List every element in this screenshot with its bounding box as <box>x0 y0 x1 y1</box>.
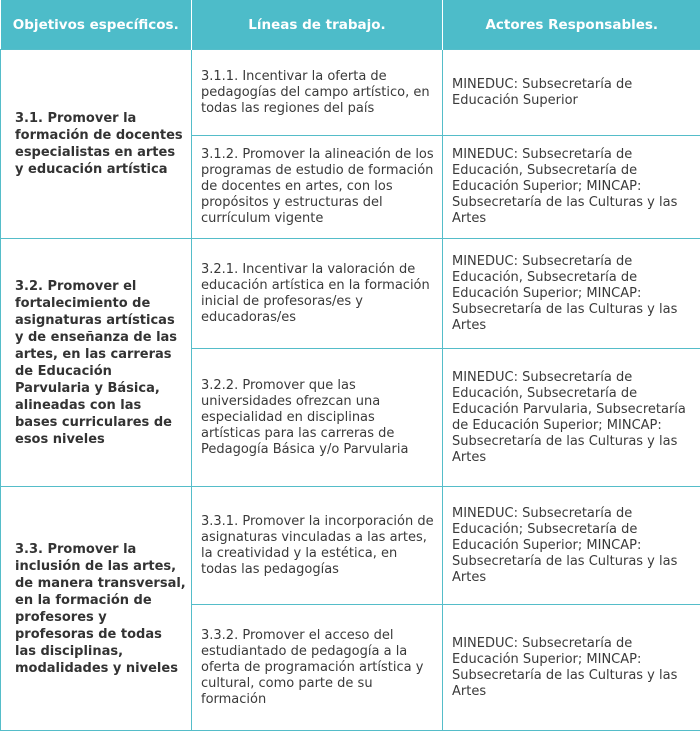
actors-cell: MINEDUC: Subsecretaría de Educación Superior <box>443 50 700 136</box>
table-header-row <box>1 0 700 50</box>
actors-cell: MINEDUC: Subsecretaría de Educación, Subsecretaría de Educación Superior; MINCAP: Subsecretaría de las Culturas y las Artes <box>443 239 700 349</box>
table-row <box>1 487 700 605</box>
objective-cell: 3.1. Promover la formación de docentes especialistas en artes y educación artística <box>1 50 192 239</box>
header-lines: Líneas de trabajo. <box>192 0 443 50</box>
actors-cell: MINEDUC: Subsecretaría de Educación; Subsecretaría de Educación Superior; MINCAP: Subsecretaría de las Culturas y las Artes <box>443 487 700 605</box>
actors-cell: MINEDUC: Subsecretaría de Educación Superior; MINCAP: Subsecretaría de las Culturas y las Artes <box>443 605 700 731</box>
actors-cell: MINEDUC: Subsecretaría de Educación, Subsecretaría de Educación Superior; MINCAP: Subsecretaría de las Culturas y las Artes <box>443 136 700 239</box>
objective-cell: 3.3. Promover la inclusión de las artes, de manera transversal, en la formación de profesores y profesoras de todas las disciplinas, modalidades y niveles <box>1 487 192 731</box>
header-actors: Actores Responsables. <box>443 0 700 50</box>
work-line-cell: 3.3.1. Promover la incorporación de asignaturas vinculadas a las artes, la creatividad y la estética, en todas las pedagogías <box>192 487 443 605</box>
work-line-cell: 3.2.2. Promover que las universidades ofrezcan una especialidad en disciplinas artísticas para las carreras de Pedagogía Básica y/o Parvularia <box>192 349 443 487</box>
header-objectives: Objetivos específicos. <box>1 0 192 50</box>
work-line-cell: 3.1.2. Promover la alineación de los programas de estudio de formación de docentes en artes, con los propósitos y estructuras del currículum vigente <box>192 136 443 239</box>
work-line-cell: 3.3.2. Promover el acceso del estudiantado de pedagogía a la oferta de programación artística y cultural, como parte de su formación <box>192 605 443 731</box>
actors-cell: MINEDUC: Subsecretaría de Educación, Subsecretaría de Educación Parvularia, Subsecretaría de Educación Superior; MINCAP: Subsecretaría de las Culturas y las Artes <box>443 349 700 487</box>
work-line-cell: 3.1.1. Incentivar la oferta de pedagogías del campo artístico, en todas las regiones del país <box>192 50 443 136</box>
table-row <box>1 50 700 136</box>
work-line-cell: 3.2.1. Incentivar la valoración de educación artística en la formación inicial de profesoras/es y educadoras/es <box>192 239 443 349</box>
table-row <box>1 239 700 349</box>
objective-cell: 3.2. Promover el fortalecimiento de asignaturas artísticas y de enseñanza de las artes, en las carreras de Educación Parvularia y Básica, alineadas con las bases curriculares de esos niveles <box>1 239 192 487</box>
